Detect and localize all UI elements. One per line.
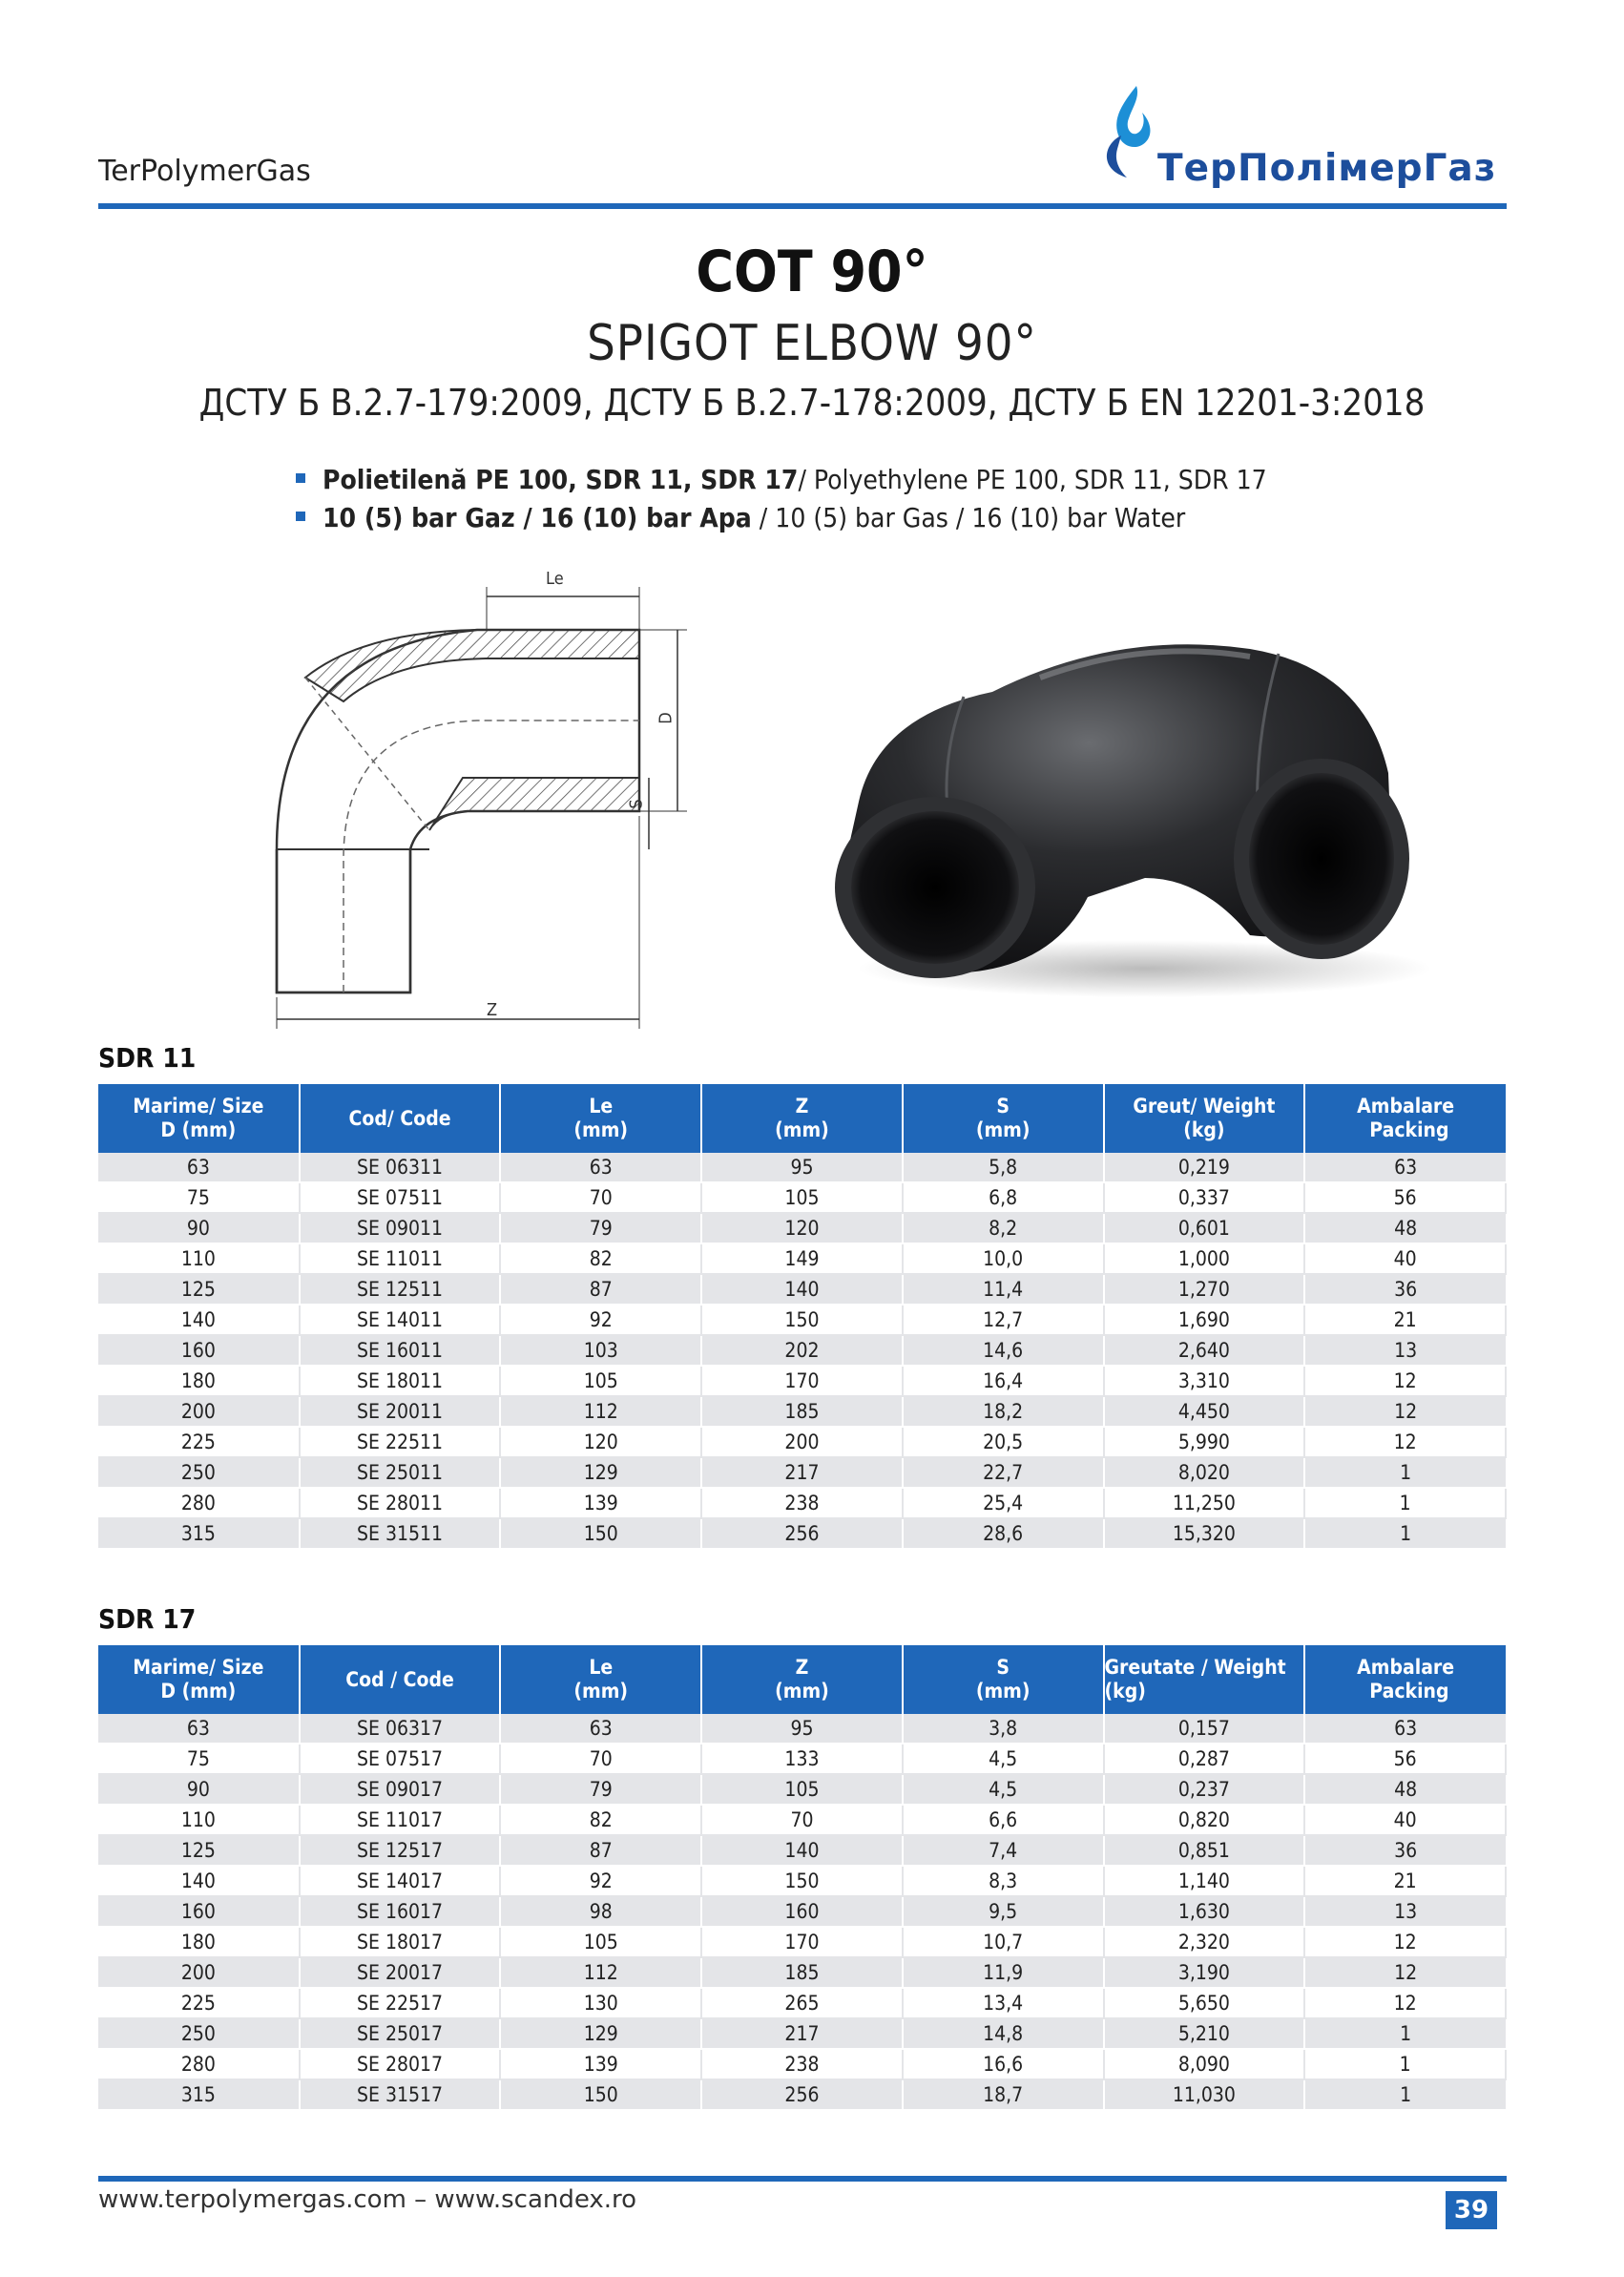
cell-packing: 56 [1304, 1744, 1506, 1774]
cell-s: 10,7 [903, 1927, 1104, 1957]
table-row [98, 1927, 1506, 1957]
table-row [98, 1457, 1506, 1488]
cell-weight: 2,640 [1104, 1335, 1305, 1366]
cell-le: 92 [500, 1866, 701, 1896]
col-header-size: Marime/ Size D (mm) [98, 1645, 300, 1714]
logo-wordmark: ТерПолімерГаз [1157, 147, 1497, 190]
cell-z: 256 [701, 1518, 903, 1549]
cell-code: SE 11011 [300, 1243, 501, 1274]
cell-z: 120 [701, 1213, 903, 1243]
cell-weight: 15,320 [1104, 1518, 1305, 1549]
cell-packing: 13 [1304, 1896, 1506, 1927]
cell-code: SE 28011 [300, 1488, 501, 1518]
technical-drawing [248, 569, 706, 1031]
footer-rule [98, 2176, 1507, 2182]
cell-z: 95 [701, 1153, 903, 1182]
cell-code: SE 25017 [300, 2018, 501, 2049]
cell-code: SE 06311 [300, 1153, 501, 1182]
table-row [98, 1213, 1506, 1243]
cell-size: 280 [98, 2049, 300, 2079]
cell-size: 250 [98, 1457, 300, 1488]
cell-size: 75 [98, 1182, 300, 1213]
cell-s: 4,5 [903, 1744, 1104, 1774]
cell-le: 150 [500, 2079, 701, 2110]
cell-s: 6,8 [903, 1182, 1104, 1213]
table-row [98, 1488, 1506, 1518]
cell-s: 11,4 [903, 1274, 1104, 1305]
cell-size: 110 [98, 1243, 300, 1274]
cell-z: 95 [701, 1714, 903, 1744]
cell-le: 139 [500, 2049, 701, 2079]
bullet-bold-text: Polietilenă PE 100, SDR 11, SDR 17 [323, 464, 799, 495]
cell-packing: 1 [1304, 2079, 1506, 2110]
cell-weight: 0,237 [1104, 1774, 1305, 1805]
cell-le: 130 [500, 1988, 701, 2018]
cell-weight: 11,250 [1104, 1488, 1305, 1518]
cell-packing: 36 [1304, 1274, 1506, 1305]
cell-le: 150 [500, 1518, 701, 1549]
cell-le: 98 [500, 1896, 701, 1927]
col-header-code: Cod/ Code [300, 1084, 501, 1153]
cell-packing: 13 [1304, 1335, 1506, 1366]
cell-weight: 3,190 [1104, 1957, 1305, 1988]
table-row [98, 1335, 1506, 1366]
cell-weight: 1,690 [1104, 1305, 1305, 1335]
cell-code: SE 09017 [300, 1774, 501, 1805]
cell-size: 110 [98, 1805, 300, 1835]
cell-size: 90 [98, 1774, 300, 1805]
cell-code: SE 06317 [300, 1714, 501, 1744]
cell-size: 200 [98, 1957, 300, 1988]
cell-weight: 1,630 [1104, 1896, 1305, 1927]
cell-s: 5,8 [903, 1153, 1104, 1182]
cell-code: SE 16011 [300, 1335, 501, 1366]
cell-z: 185 [701, 1957, 903, 1988]
cell-s: 12,7 [903, 1305, 1104, 1335]
cell-packing: 1 [1304, 1488, 1506, 1518]
spec-bullet-pressure [296, 502, 1185, 533]
cell-weight: 1,140 [1104, 1866, 1305, 1896]
header-rule [98, 203, 1507, 209]
cell-le: 87 [500, 1274, 701, 1305]
dimension-label-le: Le [546, 569, 564, 589]
cell-z: 150 [701, 1305, 903, 1335]
cell-weight: 0,337 [1104, 1182, 1305, 1213]
col-header-weight: Greut/ Weight (kg) [1104, 1084, 1305, 1153]
cell-le: 63 [500, 1714, 701, 1744]
table-header-row [98, 1645, 1506, 1714]
cell-size: 63 [98, 1714, 300, 1744]
cell-le: 79 [500, 1213, 701, 1243]
table-row [98, 1805, 1506, 1835]
cell-size: 180 [98, 1927, 300, 1957]
table-label-sdr17: SDR 17 [98, 1603, 197, 1635]
table-row [98, 1396, 1506, 1427]
cell-s: 14,6 [903, 1335, 1104, 1366]
cell-packing: 40 [1304, 1805, 1506, 1835]
cell-weight: 0,219 [1104, 1153, 1305, 1182]
cell-le: 79 [500, 1774, 701, 1805]
cell-z: 238 [701, 2049, 903, 2079]
cell-le: 112 [500, 1396, 701, 1427]
cell-le: 103 [500, 1335, 701, 1366]
bullet-square-icon [296, 473, 305, 483]
table-row [98, 2018, 1506, 2049]
cell-s: 6,6 [903, 1805, 1104, 1835]
cell-packing: 48 [1304, 1774, 1506, 1805]
cell-le: 92 [500, 1305, 701, 1335]
col-header-packing: Ambalare Packing [1304, 1645, 1506, 1714]
cell-z: 217 [701, 1457, 903, 1488]
cell-s: 16,4 [903, 1366, 1104, 1396]
cell-packing: 1 [1304, 2018, 1506, 2049]
cell-z: 170 [701, 1927, 903, 1957]
cell-code: SE 09011 [300, 1213, 501, 1243]
cell-z: 149 [701, 1243, 903, 1274]
cell-s: 18,2 [903, 1396, 1104, 1427]
cell-size: 160 [98, 1335, 300, 1366]
table-row [98, 1518, 1506, 1549]
table-row [98, 1366, 1506, 1396]
cell-size: 160 [98, 1896, 300, 1927]
cell-size: 90 [98, 1213, 300, 1243]
cell-s: 16,6 [903, 2049, 1104, 2079]
cell-packing: 12 [1304, 1396, 1506, 1427]
cell-packing: 36 [1304, 1835, 1506, 1866]
cell-weight: 3,310 [1104, 1366, 1305, 1396]
cell-code: SE 07511 [300, 1182, 501, 1213]
cell-s: 3,8 [903, 1714, 1104, 1744]
page-title: COT 90° [696, 239, 928, 305]
col-header-s: S (mm) [903, 1645, 1104, 1714]
brand-name: TerPolymerGas [98, 155, 311, 188]
cell-le: 82 [500, 1805, 701, 1835]
cell-s: 11,9 [903, 1957, 1104, 1988]
table-row [98, 1305, 1506, 1335]
cell-s: 9,5 [903, 1896, 1104, 1927]
cell-weight: 4,450 [1104, 1396, 1305, 1427]
footer-website: www.terpolymergas.com – www.scandex.ro [98, 2185, 637, 2214]
cell-packing: 21 [1304, 1305, 1506, 1335]
cell-le: 129 [500, 1457, 701, 1488]
cell-code: SE 22517 [300, 1988, 501, 2018]
cell-weight: 8,090 [1104, 2049, 1305, 2079]
cell-code: SE 18017 [300, 1927, 501, 1957]
cell-packing: 12 [1304, 1988, 1506, 2018]
cell-z: 185 [701, 1396, 903, 1427]
cell-code: SE 14011 [300, 1305, 501, 1335]
cell-le: 87 [500, 1835, 701, 1866]
cell-code: SE 31511 [300, 1518, 501, 1549]
cell-packing: 12 [1304, 1427, 1506, 1457]
col-header-s: S (mm) [903, 1084, 1104, 1153]
cell-code: SE 11017 [300, 1805, 501, 1835]
cell-packing: 21 [1304, 1866, 1506, 1896]
cell-weight: 2,320 [1104, 1927, 1305, 1957]
table-row [98, 1714, 1506, 1744]
cell-weight: 1,000 [1104, 1243, 1305, 1274]
cell-z: 202 [701, 1335, 903, 1366]
cell-s: 20,5 [903, 1427, 1104, 1457]
cell-z: 105 [701, 1182, 903, 1213]
cell-size: 315 [98, 2079, 300, 2110]
cell-packing: 63 [1304, 1153, 1506, 1182]
cell-weight: 11,030 [1104, 2079, 1305, 2110]
cell-z: 217 [701, 2018, 903, 2049]
table-row [98, 2049, 1506, 2079]
cell-weight: 0,157 [1104, 1714, 1305, 1744]
col-header-z: Z (mm) [701, 1084, 903, 1153]
cell-code: SE 16017 [300, 1896, 501, 1927]
cell-packing: 12 [1304, 1366, 1506, 1396]
cell-code: SE 31517 [300, 2079, 501, 2110]
cell-size: 140 [98, 1866, 300, 1896]
cell-size: 125 [98, 1274, 300, 1305]
cell-weight: 0,851 [1104, 1835, 1305, 1866]
col-header-le: Le (mm) [500, 1084, 701, 1153]
cell-packing: 1 [1304, 1457, 1506, 1488]
cell-size: 63 [98, 1153, 300, 1182]
bullet-normal-text: / Polyethylene PE 100, SDR 11, SDR 17 [798, 464, 1267, 495]
cell-le: 70 [500, 1182, 701, 1213]
dimension-label-d: D [656, 712, 677, 724]
cell-weight: 8,020 [1104, 1457, 1305, 1488]
col-header-weight: Greutate / Weight (kg) [1104, 1645, 1305, 1714]
cell-le: 139 [500, 1488, 701, 1518]
cell-z: 256 [701, 2079, 903, 2110]
cell-z: 150 [701, 1866, 903, 1896]
cell-weight: 0,601 [1104, 1213, 1305, 1243]
spec-table-sdr17 [98, 1645, 1507, 2111]
cell-size: 200 [98, 1396, 300, 1427]
dimension-label-s: S [626, 799, 647, 809]
cell-s: 22,7 [903, 1457, 1104, 1488]
standards-line: ДСТУ Б В.2.7-179:2009, ДСТУ Б В.2.7-178:2009, ДСТУ Б EN 12201-3:2018 [198, 382, 1426, 424]
cell-s: 8,2 [903, 1213, 1104, 1243]
cell-s: 18,7 [903, 2079, 1104, 2110]
col-header-le: Le (mm) [500, 1645, 701, 1714]
cell-z: 170 [701, 1366, 903, 1396]
cell-weight: 1,270 [1104, 1274, 1305, 1305]
cell-size: 225 [98, 1427, 300, 1457]
cell-packing: 40 [1304, 1243, 1506, 1274]
cell-le: 129 [500, 2018, 701, 2049]
cell-weight: 0,820 [1104, 1805, 1305, 1835]
cell-le: 105 [500, 1927, 701, 1957]
product-photo [802, 611, 1450, 1012]
cell-code: SE 12517 [300, 1835, 501, 1866]
cell-code: SE 20011 [300, 1396, 501, 1427]
cell-code: SE 22511 [300, 1427, 501, 1457]
table-row [98, 1866, 1506, 1896]
cell-s: 10,0 [903, 1243, 1104, 1274]
cell-le: 112 [500, 1957, 701, 1988]
col-header-code: Cod / Code [300, 1645, 501, 1714]
cell-size: 225 [98, 1988, 300, 2018]
spec-bullet-material [296, 464, 1267, 495]
cell-code: SE 14017 [300, 1866, 501, 1896]
col-header-z: Z (mm) [701, 1645, 903, 1714]
cell-s: 28,6 [903, 1518, 1104, 1549]
table-row [98, 1153, 1506, 1182]
cell-size: 280 [98, 1488, 300, 1518]
spec-table-sdr11 [98, 1084, 1507, 1550]
cell-z: 105 [701, 1774, 903, 1805]
cell-code: SE 28017 [300, 2049, 501, 2079]
cell-size: 180 [98, 1366, 300, 1396]
bullet-square-icon [296, 512, 305, 521]
table-row [98, 1182, 1506, 1213]
cell-size: 125 [98, 1835, 300, 1866]
cell-z: 140 [701, 1274, 903, 1305]
cell-weight: 0,287 [1104, 1744, 1305, 1774]
cell-le: 105 [500, 1366, 701, 1396]
table-row [98, 1988, 1506, 2018]
col-header-packing: Ambalare Packing [1304, 1084, 1506, 1153]
bullet-normal-text: / 10 (5) bar Gas / 16 (10) bar Water [751, 502, 1186, 533]
table-row [98, 1274, 1506, 1305]
table-row [98, 1896, 1506, 1927]
bullet-bold-text: 10 (5) bar Gaz / 16 (10) bar Apa [323, 502, 752, 533]
cell-s: 25,4 [903, 1488, 1104, 1518]
cell-s: 8,3 [903, 1866, 1104, 1896]
cell-z: 238 [701, 1488, 903, 1518]
table-label-sdr11: SDR 11 [98, 1042, 197, 1074]
cell-z: 133 [701, 1744, 903, 1774]
cell-code: SE 07517 [300, 1744, 501, 1774]
table-row [98, 1427, 1506, 1457]
table-row [98, 1243, 1506, 1274]
cell-packing: 1 [1304, 2049, 1506, 2079]
cell-packing: 12 [1304, 1927, 1506, 1957]
cell-size: 140 [98, 1305, 300, 1335]
cell-packing: 12 [1304, 1957, 1506, 1988]
table-row [98, 1774, 1506, 1805]
table-row [98, 1835, 1506, 1866]
cell-z: 200 [701, 1427, 903, 1457]
page-subtitle: SPIGOT ELBOW 90° [587, 315, 1037, 372]
col-header-size: Marime/ Size D (mm) [98, 1084, 300, 1153]
cell-code: SE 18011 [300, 1366, 501, 1396]
page-number-badge: 39 [1446, 2191, 1497, 2229]
dimension-label-z: Z [487, 1000, 498, 1020]
table-row [98, 2079, 1506, 2110]
cell-le: 70 [500, 1744, 701, 1774]
cell-le: 120 [500, 1427, 701, 1457]
cell-packing: 48 [1304, 1213, 1506, 1243]
cell-code: SE 20017 [300, 1957, 501, 1988]
cell-weight: 5,210 [1104, 2018, 1305, 2049]
cell-s: 14,8 [903, 2018, 1104, 2049]
cell-size: 250 [98, 2018, 300, 2049]
table-row [98, 1744, 1506, 1774]
table-row [98, 1957, 1506, 1988]
cell-s: 4,5 [903, 1774, 1104, 1805]
table-header-row [98, 1084, 1506, 1153]
cell-size: 315 [98, 1518, 300, 1549]
cell-size: 75 [98, 1744, 300, 1774]
company-logo [1093, 78, 1512, 193]
cell-packing: 63 [1304, 1714, 1506, 1744]
cell-le: 63 [500, 1153, 701, 1182]
cell-s: 13,4 [903, 1988, 1104, 2018]
cell-z: 140 [701, 1835, 903, 1866]
cell-weight: 5,650 [1104, 1988, 1305, 2018]
cell-packing: 56 [1304, 1182, 1506, 1213]
cell-packing: 1 [1304, 1518, 1506, 1549]
cell-code: SE 25011 [300, 1457, 501, 1488]
cell-s: 7,4 [903, 1835, 1104, 1866]
cell-code: SE 12511 [300, 1274, 501, 1305]
cell-le: 82 [500, 1243, 701, 1274]
cell-weight: 5,990 [1104, 1427, 1305, 1457]
cell-z: 70 [701, 1805, 903, 1835]
cell-z: 160 [701, 1896, 903, 1927]
cell-z: 265 [701, 1988, 903, 2018]
